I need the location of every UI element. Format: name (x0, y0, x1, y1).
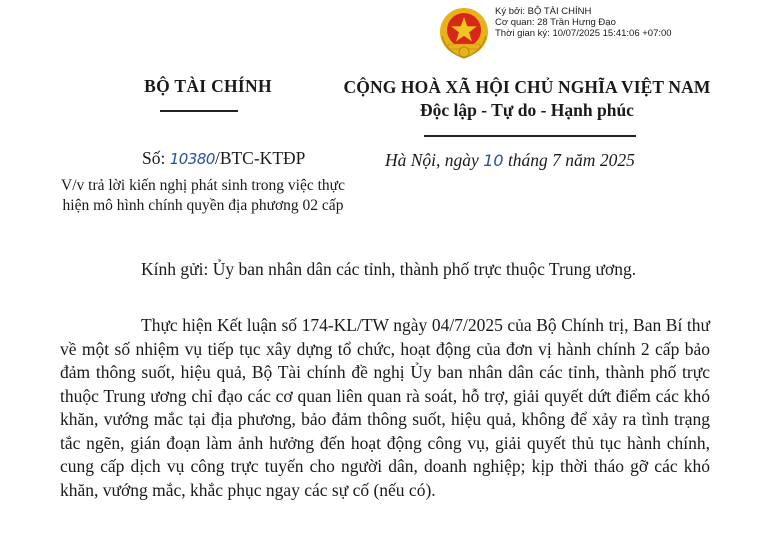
doc-number-prefix: Số: (142, 148, 170, 168)
signature-agency: Cơ quan: 28 Trần Hưng Đạo (495, 17, 616, 28)
issuing-agency: BỘ TÀI CHÍNH (144, 76, 272, 96)
date-day-handwritten: 10 (483, 151, 504, 170)
agency-underline (160, 110, 238, 112)
signature-signer: Ký bởi: BỘ TÀI CHÍNH (495, 6, 592, 17)
doc-number-suffix: /BTC-KTĐP (214, 148, 306, 168)
date-prefix: Hà Nội, ngày (385, 150, 484, 170)
document-number (142, 148, 305, 169)
national-motto: Độc lập - Tự do - Hạnh phúc (420, 100, 634, 120)
body-paragraph: Thực hiện Kết luận số 174-KL/TW ngày 04/7/2025 của Bộ Chính trị, Ban Bí thư về một số nhiệm vụ tiếp tục xây dựng tổ chức, hoạt động của đơn vị hành chính 2 cấp bảo đảm thông suốt, hiệu quả, Bộ Tài chính đề nghị Ủy ban nhân dân các tỉnh, thành phố trực thuộc Trung ương chỉ đạo các cơ quan liên quan rà soát, hỗ trợ, giải quyết dứt điểm các khó khăn, vướng mắc tại địa phương, bảo đảm thông suốt, hiệu quả, không để xảy ra tình trạng tắc ngẽn, gián đoạn làm ảnh hưởng đến hoạt động công vụ, giải quyết thủ tục hành chính, cung cấp dịch vụ công trực tuyến cho người dân, doanh nghiệp; kịp thời tháo gỡ các khó khăn, vướng mắc, khắc phục ngay các sự cố (nếu có). (60, 315, 710, 500)
digital-signature-stamp (495, 6, 672, 39)
signature-time: Thời gian ký: 10/07/2025 15:41:06 +07:00 (495, 28, 672, 39)
recipient-line: Kính gửi: Ủy ban nhân dân các tỉnh, thành phố trực thuộc Trung ương. (141, 259, 637, 279)
place-date (385, 150, 635, 171)
nation-title: CỘNG HOÀ XÃ HỘI CHỦ NGHĨA VIỆT NAM (343, 77, 711, 97)
document-subject: V/v trả lời kiến nghị phát sinh trong việc thực hiện mô hình chính quyền địa phương 02 cấp (61, 177, 345, 214)
motto-underline (424, 135, 636, 137)
date-suffix: tháng 7 năm 2025 (503, 150, 635, 170)
doc-number-handwritten: 10380 (169, 150, 215, 168)
national-emblem-icon (436, 6, 492, 62)
